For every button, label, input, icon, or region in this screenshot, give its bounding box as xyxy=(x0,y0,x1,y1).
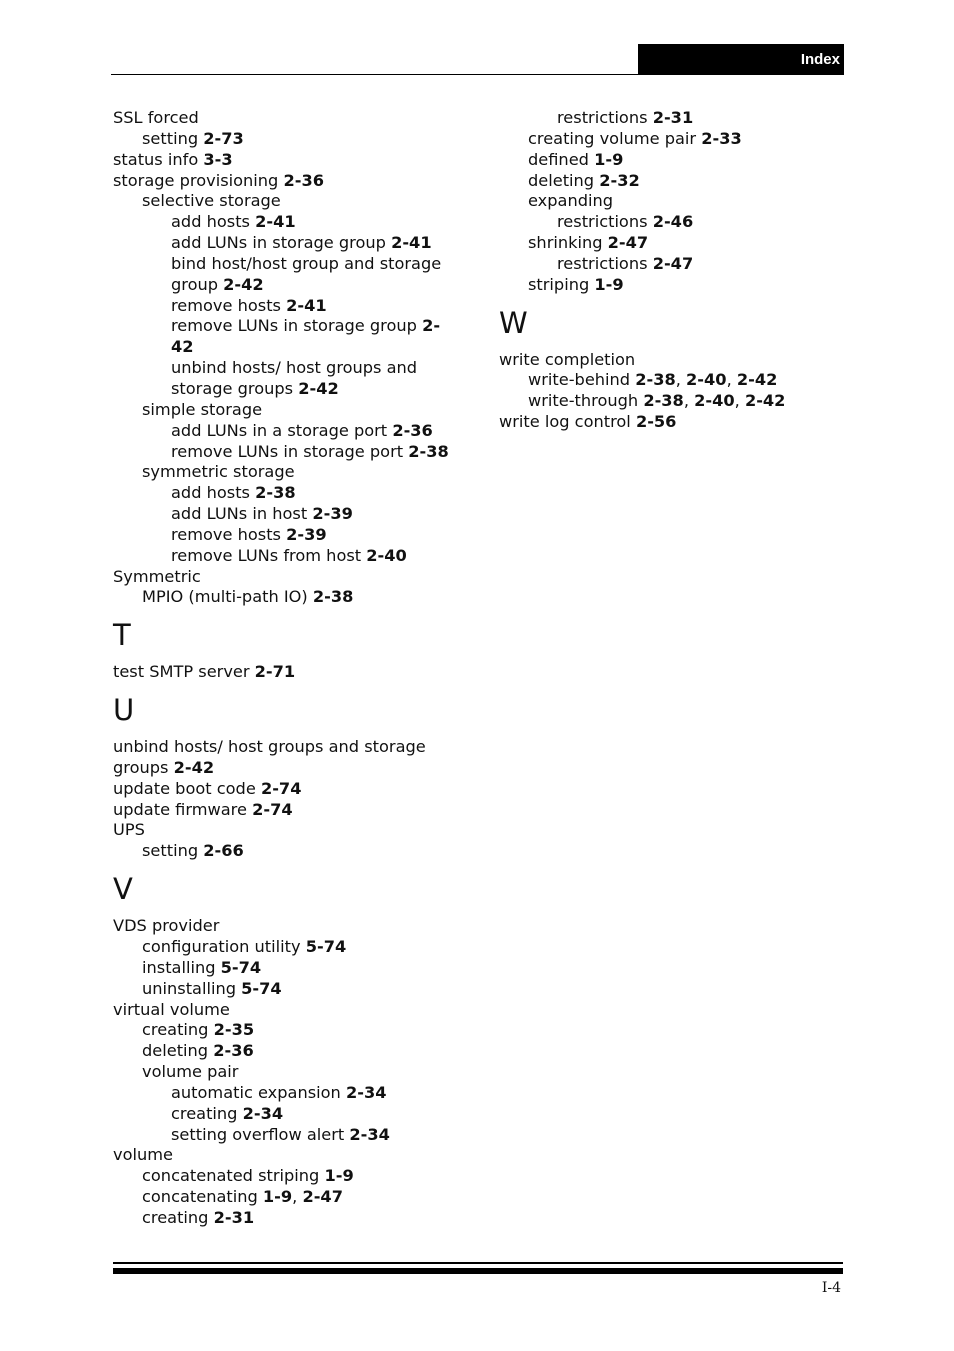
footer-rule-thick xyxy=(113,1268,843,1274)
index-page-ref[interactable]: 2-38 xyxy=(312,587,354,607)
index-page-ref[interactable]: 2-47 xyxy=(607,233,649,253)
index-entry-term: restrictions xyxy=(557,253,648,273)
index-entry xyxy=(113,779,473,800)
index-page-ref[interactable]: 2-39 xyxy=(312,504,353,524)
index-entry-term: update boot code xyxy=(113,778,256,798)
index-entry-term: status info xyxy=(113,149,199,169)
index-entry-term: storage groups xyxy=(171,378,294,398)
index-page-ref[interactable]: 1-9 xyxy=(262,1187,293,1207)
index-entry: concatenating 1-9, 2-47 xyxy=(142,1187,343,1207)
section-heading-t: T xyxy=(113,618,131,653)
index-entry xyxy=(113,587,473,608)
index-entry xyxy=(499,350,859,371)
index-page-ref[interactable]: 2-47 xyxy=(302,1187,343,1207)
index-column-left xyxy=(113,108,473,1229)
index-page-ref[interactable]: 1-9 xyxy=(594,149,624,169)
index-page-ref[interactable]: 2-74 xyxy=(252,799,293,819)
index-entry-term: concatenated striping xyxy=(142,1166,320,1186)
index-page-ref[interactable]: 2-40 xyxy=(686,370,727,390)
section-heading-v: V xyxy=(113,872,133,907)
index-entry xyxy=(113,129,473,150)
index-entry xyxy=(113,191,473,212)
index-page-ref[interactable]: 2-32 xyxy=(599,170,640,190)
index-entry-term: volume pair xyxy=(142,1062,239,1082)
index-entry xyxy=(113,546,473,567)
index-entry-term: remove hosts xyxy=(171,295,281,315)
index-page-ref[interactable]: 2-42 xyxy=(223,274,264,294)
index-entry xyxy=(113,1020,473,1041)
index-entry xyxy=(113,296,473,317)
index-entry xyxy=(113,233,473,254)
index-entry-term: update firmware xyxy=(113,799,247,819)
index-page-ref[interactable]: 2-34 xyxy=(349,1124,390,1144)
index-entry xyxy=(113,1104,473,1125)
index-entry xyxy=(113,212,473,233)
index-entry-term: MPIO (multi-path IO) xyxy=(142,587,308,607)
index-entry xyxy=(113,800,473,821)
index-page-ref[interactable]: 2-71 xyxy=(254,662,296,682)
index-entry xyxy=(113,841,473,862)
index-page-ref[interactable]: 42 xyxy=(171,337,194,357)
index-entry xyxy=(113,820,473,841)
index-page-ref[interactable]: 2-42 xyxy=(736,370,778,390)
index-entry-term: creating volume pair xyxy=(528,128,697,148)
index-page-ref[interactable]: 1-9 xyxy=(594,274,624,294)
index-entry-term: virtual volume xyxy=(113,999,230,1019)
index-page-ref[interactable]: 2-38 xyxy=(255,483,296,503)
index-page-ref[interactable]: 2-38 xyxy=(635,370,676,390)
index-entry xyxy=(113,337,473,358)
index-entry-term: test SMTP server xyxy=(113,662,250,682)
header-tab-label: Index xyxy=(800,51,840,68)
index-entry xyxy=(499,191,859,212)
index-entry-term: VDS provider xyxy=(113,916,220,936)
index-page-ref[interactable]: 2-33 xyxy=(701,128,742,148)
index-entry xyxy=(113,937,473,958)
page-number: I-4 xyxy=(821,1280,841,1296)
index-page-ref[interactable]: 2-42 xyxy=(744,391,786,411)
index-entry xyxy=(113,1062,473,1083)
section-heading-u: U xyxy=(113,693,135,728)
index-entry xyxy=(113,737,473,758)
index-page-ref[interactable]: 2-38 xyxy=(643,391,684,411)
index-entry-term: write-through xyxy=(528,391,639,411)
index-entry xyxy=(113,1166,473,1187)
index-page-ref[interactable]: 2-73 xyxy=(203,128,244,148)
index-entry-term: expanding xyxy=(528,191,614,211)
index-page-ref[interactable]: 2-31 xyxy=(213,1207,255,1227)
index-entry xyxy=(113,254,473,275)
index-page-ref[interactable]: 5-74 xyxy=(305,937,347,956)
index-entry-term: shrinking xyxy=(528,233,603,253)
index-page-ref[interactable]: 2-41 xyxy=(255,212,296,232)
index-entry xyxy=(113,462,473,483)
index-entry-term: uninstalling xyxy=(142,978,237,998)
header-index-tab xyxy=(638,44,844,75)
index-entry xyxy=(113,171,473,192)
index-entry: write-through 2-38, 2-40, 2-42 xyxy=(528,391,786,411)
index-entry xyxy=(499,150,859,171)
index-page-ref[interactable]: 2-46 xyxy=(652,212,694,232)
index-entry-term: creating xyxy=(142,1020,209,1040)
index-page-ref[interactable]: 2-36 xyxy=(213,1041,254,1061)
index-entry-term: bind host/host group and storage xyxy=(171,253,442,273)
index-column-right xyxy=(499,108,859,433)
index-entry-term: simple storage xyxy=(142,399,263,419)
index-entry-term: storage provisioning xyxy=(113,170,279,190)
index-page-ref[interactable]: 2- xyxy=(422,316,441,336)
index-entry xyxy=(113,108,473,129)
index-page-ref[interactable]: 2-38 xyxy=(408,441,449,461)
index-page-ref[interactable]: 2-66 xyxy=(203,841,244,861)
index-entry-term: selective storage xyxy=(142,191,281,211)
index-page-ref[interactable]: 2-34 xyxy=(345,1082,387,1102)
index-page-ref[interactable]: 2-41 xyxy=(391,233,432,253)
index-entry-term: setting xyxy=(142,841,199,861)
index-entry-term: add LUNs in a storage port xyxy=(171,420,388,440)
index-entry-term: deleting xyxy=(528,170,595,190)
index-entry-term: symmetric storage xyxy=(142,462,295,482)
index-entry-term: add LUNs in host xyxy=(171,504,308,524)
index-page-ref[interactable]: 2-47 xyxy=(652,253,694,273)
index-entry-term: restrictions xyxy=(557,108,648,127)
index-page-ref[interactable]: 2-74 xyxy=(260,778,302,798)
index-page-ref[interactable]: 2-36 xyxy=(283,170,324,190)
index-entry xyxy=(113,662,473,683)
index-entry xyxy=(113,567,473,588)
index-entry xyxy=(113,358,473,379)
index-entry xyxy=(113,275,473,296)
index-page-ref[interactable]: 2-36 xyxy=(392,420,433,440)
index-page-ref[interactable]: 2-56 xyxy=(635,412,677,432)
index-entry-term: defined xyxy=(528,149,589,169)
index-entry xyxy=(113,316,473,337)
index-entry-term: volume xyxy=(113,1145,173,1165)
index-entry xyxy=(499,171,859,192)
index-entry-term: remove LUNs in storage port xyxy=(171,441,404,461)
index-entry: write-behind 2-38, 2-40, 2-42 xyxy=(528,370,778,390)
index-entry xyxy=(499,233,859,254)
index-entry xyxy=(499,254,859,275)
index-entry xyxy=(113,421,473,442)
index-entry-term: deleting xyxy=(142,1041,209,1061)
index-entry-term: unbind hosts/ host groups and xyxy=(171,358,418,378)
index-entry-term: unbind hosts/ host groups and storage xyxy=(113,737,426,757)
index-page-ref[interactable]: 3-3 xyxy=(203,149,233,169)
index-entry-term: add hosts xyxy=(171,483,250,503)
index-entry xyxy=(113,525,473,546)
index-entry xyxy=(113,400,473,421)
index-entry-term: groups xyxy=(113,757,169,777)
index-entry-term: remove hosts xyxy=(171,524,281,544)
index-entry xyxy=(113,150,473,171)
index-entry-term: Symmetric xyxy=(113,566,201,586)
index-entry xyxy=(113,916,473,937)
index-entry-term: configuration utility xyxy=(142,937,301,956)
index-page-ref[interactable]: 2-42 xyxy=(298,378,339,398)
index-entry xyxy=(113,442,473,463)
index-entry xyxy=(113,1208,473,1229)
index-entry-term: installing xyxy=(142,957,216,977)
index-entry-term: setting overflow alert xyxy=(171,1124,345,1144)
index-entry xyxy=(499,108,859,129)
index-entry xyxy=(113,1000,473,1021)
index-page-ref[interactable]: 2-40 xyxy=(366,545,407,565)
index-entry xyxy=(113,1125,473,1146)
index-entry xyxy=(113,758,473,779)
index-page-ref[interactable]: 2-41 xyxy=(286,295,327,315)
index-entry-term: SSL forced xyxy=(113,108,199,127)
index-entry xyxy=(113,1145,473,1166)
index-entry xyxy=(113,979,473,1000)
index-entry-term: striping xyxy=(528,274,590,294)
index-entry-term: restrictions xyxy=(557,212,648,232)
index-entry xyxy=(113,1041,473,1062)
index-entry xyxy=(113,504,473,525)
header-rule xyxy=(111,74,638,75)
index-entry-term: write-behind xyxy=(528,370,631,390)
index-entry xyxy=(499,412,859,433)
index-entry-term: write completion xyxy=(499,349,636,369)
index-entry-term: setting xyxy=(142,128,199,148)
index-page-ref[interactable]: 2-34 xyxy=(242,1103,284,1123)
index-entry-term: UPS xyxy=(113,820,145,840)
index-page-ref[interactable]: 2-42 xyxy=(173,757,215,777)
index-entry-term: concatenating xyxy=(142,1187,258,1207)
index-entry xyxy=(113,958,473,979)
index-entry xyxy=(113,379,473,400)
index-page-ref[interactable]: 1-9 xyxy=(324,1166,354,1186)
index-page-ref[interactable]: 2-39 xyxy=(286,524,327,544)
index-entry xyxy=(113,1083,473,1104)
index-entry xyxy=(113,483,473,504)
index-entry-term: creating xyxy=(142,1207,209,1227)
index-page-ref[interactable]: 5-74 xyxy=(220,957,262,977)
index-entry xyxy=(499,275,859,296)
index-entry xyxy=(499,129,859,150)
index-entry-term: creating xyxy=(171,1103,238,1123)
index-entry-term: automatic expansion xyxy=(171,1082,341,1102)
index-page-ref[interactable]: 2-31 xyxy=(652,108,694,127)
index-page-ref[interactable]: 2-40 xyxy=(694,391,735,411)
index-entry-term: write log control xyxy=(499,412,631,432)
index-entry-term: add hosts xyxy=(171,212,250,232)
footer-rule-thin xyxy=(113,1262,843,1264)
section-heading-w: W xyxy=(499,305,528,340)
index-entry-term: remove LUNs in storage group xyxy=(171,316,417,336)
index-entry-term: add LUNs in storage group xyxy=(171,233,386,253)
index-entry-term: remove LUNs from host xyxy=(171,545,362,565)
index-entry xyxy=(499,212,859,233)
index-page-ref[interactable]: 2-35 xyxy=(213,1020,255,1040)
index-page-ref[interactable]: 5-74 xyxy=(241,978,282,998)
index-entry-term: group xyxy=(171,274,219,294)
